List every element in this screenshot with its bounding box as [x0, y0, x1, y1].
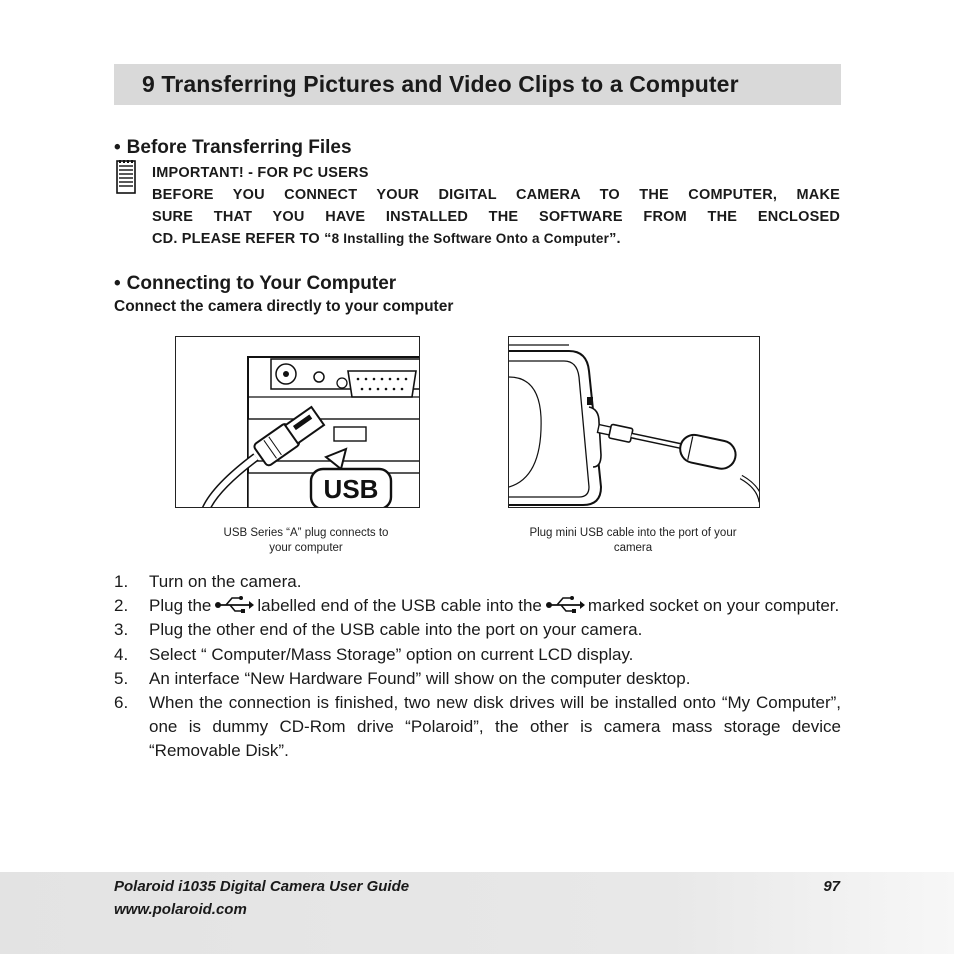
step-2-text-b: labelled end of the USB cable into the [257, 596, 542, 616]
left-caption-line-1: USB Series “A” plug connects to [223, 527, 389, 539]
before-transferring-heading [114, 137, 352, 159]
step-1 [114, 570, 841, 594]
step-number: 5. [114, 668, 129, 688]
step-text: Select “ Computer/Mass Storage” option on current LCD display. [149, 644, 634, 664]
camera-mini-usb-drawing [509, 337, 760, 508]
pc-usb-port-drawing [176, 337, 420, 508]
step-text [149, 594, 841, 618]
step-text: An interface “New Hardware Found” will show on the computer desktop. [149, 668, 691, 688]
connect-subheading: Connect the camera directly to your computer [114, 298, 454, 315]
notice-line-3-end: ”. [609, 231, 621, 247]
mini-usb-camera-illustration [508, 336, 760, 508]
section-title-bar [114, 64, 841, 105]
notice-line-3 [152, 228, 840, 250]
step-4 [114, 643, 841, 667]
right-caption-line-1: Plug mini USB cable into the port of your [529, 527, 737, 539]
step-number: 2. [114, 596, 129, 616]
footer-url: www.polaroid.com [114, 901, 247, 918]
usb-a-plug-illustration [175, 336, 420, 508]
step-2 [114, 594, 841, 618]
step-number: 6. [114, 693, 129, 713]
right-figure-caption [486, 526, 780, 556]
bullet: • [114, 273, 121, 294]
notice-line-1: BEFORE YOU CONNECT YOUR DIGITAL CAMERA TO THE COMPUTER, MAKE [152, 187, 840, 203]
steps-list [114, 570, 841, 764]
step-text: Plug the other end of the USB cable into the port on your camera. [149, 620, 643, 640]
usb-badge-label: USB [323, 474, 379, 504]
left-figure-caption [180, 526, 432, 556]
left-caption-line-2: your computer [269, 542, 343, 554]
step-number: 4. [114, 644, 129, 664]
step-text: When the connection is finished, two new disk drives will be installed onto “My Computer”, one is dummy CD-Rom drive “Polaroid”, the other is camera mass storage device “Removable Disk”. [149, 693, 841, 761]
bullet: • [114, 137, 121, 158]
important-notice [152, 162, 840, 250]
page-number: 97 [823, 878, 840, 895]
step-number: 1. [114, 572, 129, 591]
step-5 [114, 667, 841, 691]
notice-line-3-start: CD. PLEASE REFER TO “ [152, 231, 332, 247]
section-title: 9 Transferring Pictures and Video Clips to a Computer [142, 71, 739, 97]
step-2-text-a: Plug the [149, 596, 212, 616]
step-text: Turn on the camera. [149, 572, 302, 591]
important-label: IMPORTANT! - FOR PC USERS [152, 165, 369, 181]
usb-symbol-icon [214, 596, 254, 614]
usb-symbol-icon [545, 596, 585, 614]
memo-icon [116, 160, 136, 194]
step-number: 3. [114, 620, 129, 640]
step-2-text-c: marked socket on your computer. [587, 596, 840, 616]
connecting-heading [114, 273, 396, 295]
right-caption-line-2: camera [613, 542, 653, 554]
step-3 [114, 618, 841, 642]
notice-line-2: SURE THAT YOU HAVE INSTALLED THE SOFTWARE FROM THE ENCLOSED [152, 209, 840, 225]
connecting-heading-text: Connecting to Your Computer [126, 273, 397, 294]
before-heading-text: Before Transferring Files [126, 137, 352, 158]
page-footer [0, 872, 954, 954]
notice-reference: 8 Installing the Software Onto a Computer [331, 231, 610, 246]
footer-guide-title: Polaroid i1035 Digital Camera User Guide [114, 878, 410, 895]
step-6 [114, 691, 841, 764]
